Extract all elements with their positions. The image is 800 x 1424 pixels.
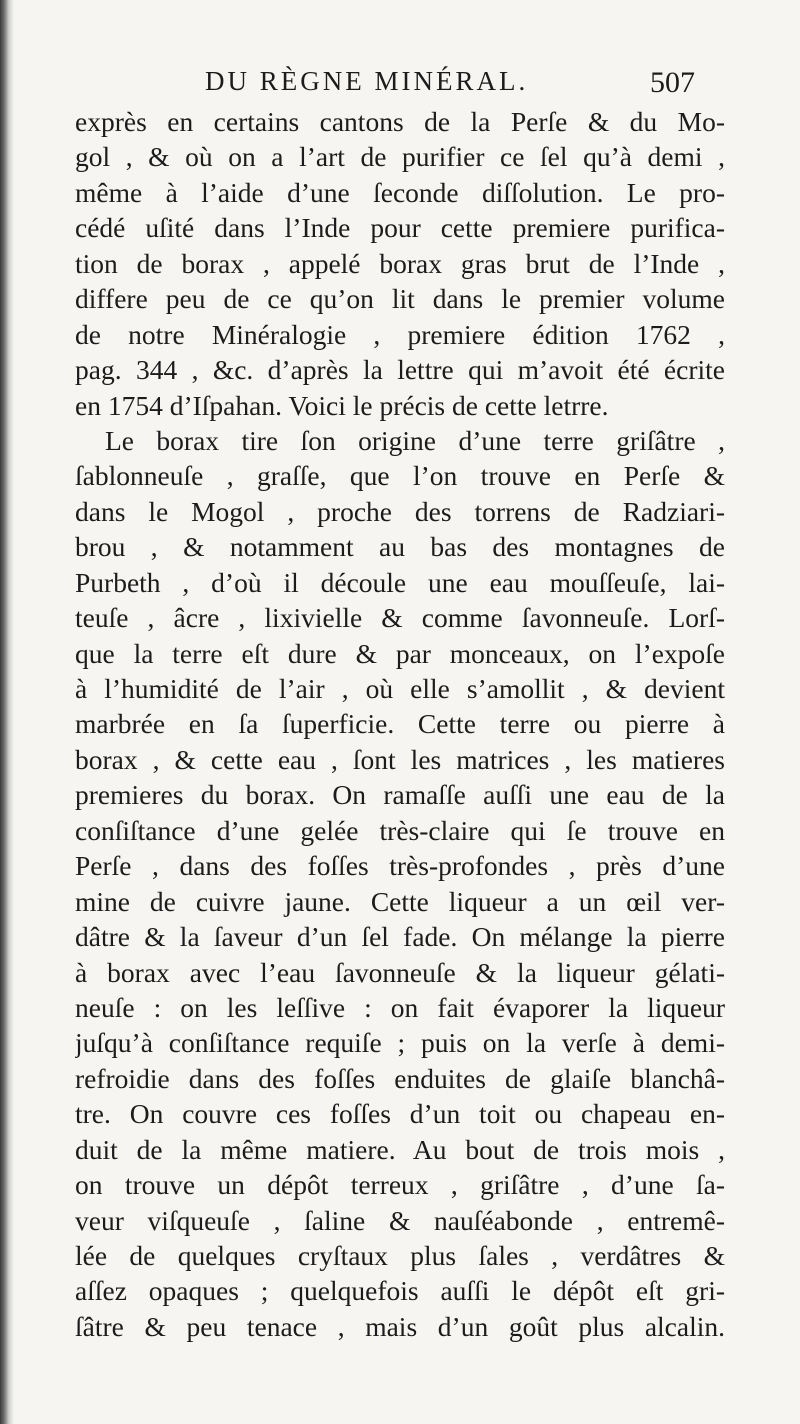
text-line: exprès en certains cantons de la Perſe & du Mo- <box>75 106 725 137</box>
text-line: Perſe , dans des foſſes très-profondes , près d’une <box>75 850 725 882</box>
text-line: Purbeth , d’où il découle une eau mouſſeuſe, lai- <box>75 566 725 598</box>
text-line: mine de cuivre jaune. Cette liqueur a un œil ver- <box>75 885 725 917</box>
body-text <box>75 104 725 1344</box>
text-line: juſqu’à conſiſtance requiſe ; puis on la verſe à demi- <box>75 1027 725 1059</box>
text-line: ſablonneuſe , graſſe, que l’on trouve en Perſe & <box>75 460 725 492</box>
text-line: marbrée en ſa ſuperficie. Cette terre ou pierre à <box>75 708 725 740</box>
text-line: veur viſqueuſe , ſaline & nauſéabonde , entremê- <box>75 1204 725 1236</box>
text-line: ſâtre & peu tenace , mais d’un goût plus alcalin. <box>75 1310 725 1342</box>
running-head: DU RÈGNE MINÉRAL. <box>205 66 529 96</box>
page-header <box>205 66 745 106</box>
text-line: borax , & cette eau , ſont les matrices , les matieres <box>75 743 725 775</box>
text-line: même à l’aide d’une ſeconde diſſolution. Le pro- <box>75 176 725 208</box>
text-line: que la terre eſt dure & par monceaux, on l’expoſe <box>75 637 725 669</box>
text-line: refroidie dans des foſſes enduites de glaiſe blanchâ- <box>75 1062 725 1094</box>
text-line: à borax avec l’eau ſavonneuſe & la liqueur gélati- <box>75 956 725 988</box>
text-line: tion de borax , appelé borax gras brut de l’Inde , <box>75 247 725 279</box>
page-binding-edge <box>0 0 14 1424</box>
text-line: aſſez opaques ; quelquefois auſſi le dépôt eſt gri- <box>75 1275 725 1307</box>
text-line: premieres du borax. On ramaſſe auſſi une eau de la <box>75 779 725 811</box>
text-line: de notre Minéralogie , premiere édition 1762 , <box>75 318 725 350</box>
text-line: dâtre & la ſaveur d’un ſel fade. On mélange la pierre <box>75 921 725 953</box>
page-number: 507 <box>650 66 695 99</box>
text-line: pag. 344 , &c. d’après la lettre qui m’avoit été écrite <box>75 354 725 386</box>
text-line: brou , & notamment au bas des montagnes de <box>75 531 725 563</box>
paragraph-first-line: Le borax tire ſon origine d’une terre griſâtre , <box>105 424 725 456</box>
text-line: en 1754 d’Iſpahan. Voici le précis de cette letrre. <box>75 389 609 421</box>
text-line: à l’humidité de l’air , où elle s’amollit , & devient <box>75 673 725 704</box>
text-line: teuſe , âcre , lixivielle & comme ſavonneuſe. Lorſ- <box>75 602 725 634</box>
text-line: dans le Mogol , proche des torrens de Radziari- <box>75 495 725 527</box>
text-line: duit de la même matiere. Au bout de trois mois , <box>75 1133 725 1165</box>
text-line: on trouve un dépôt terreux , griſâtre , d’une ſa- <box>75 1169 725 1201</box>
text-line: tre. On couvre ces foſſes d’un toit ou chapeau en- <box>75 1098 725 1130</box>
text-line: gol , & où on a l’art de purifier ce ſel qu’à demi , <box>75 141 725 173</box>
text-line: neuſe : on les leſſive : on fait évaporer la liqueur <box>75 991 725 1023</box>
text-line: lée de quelques cryſtaux plus ſales , verdâtres & <box>75 1240 725 1271</box>
text-line: conſiſtance d’une gelée très-claire qui ſe trouve en <box>75 814 725 846</box>
text-line: differe peu de ce qu’on lit dans le premier volume <box>75 283 725 315</box>
text-line: cédé uſité dans l’Inde pour cette premiere purifica- <box>75 212 725 244</box>
